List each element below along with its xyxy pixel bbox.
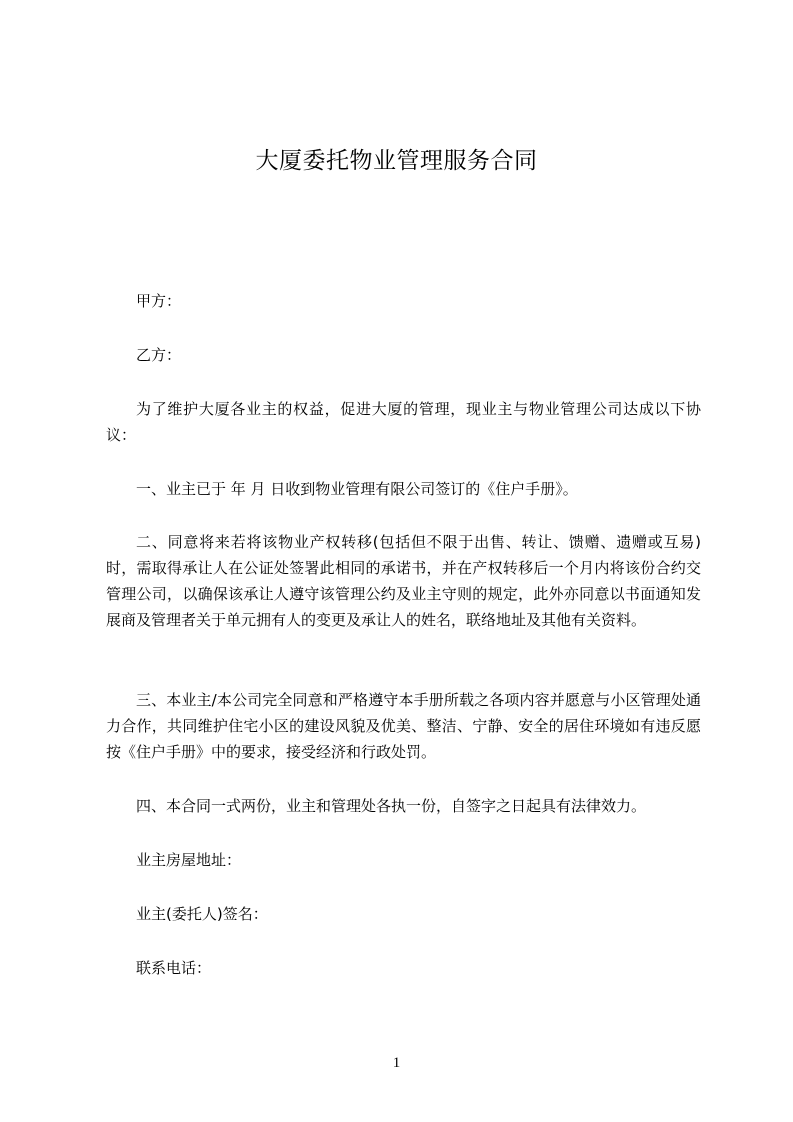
document-title: 大厦委托物业管理服务合同 xyxy=(255,148,538,174)
intro-paragraph: 为了维护大厦各业主的权益，促进大厦的管理，现业主与物业管理公司达成以下协议： xyxy=(106,400,701,444)
clause-1: 一、业主已于 年 月 日收到物业管理有限公司签订的《住户手册》。 xyxy=(136,480,578,498)
clause-4: 四、本合同一式两份，业主和管理处各执一份，自签字之日起具有法律效力。 xyxy=(136,797,647,815)
party-b-line: 乙方： xyxy=(136,346,182,364)
party-a-line: 甲方： xyxy=(136,292,182,310)
owner-address-field: 业主房屋地址： xyxy=(136,851,242,869)
contact-phone-field: 联系电话： xyxy=(136,959,212,977)
page-number: 1 xyxy=(392,1055,401,1071)
owner-signature-field: 业主(委托人)签名： xyxy=(136,905,268,923)
clause-3: 三、本业主/本公司完全同意和严格遵守本手册所载之各项内容并愿意与小区管理处通力合作，共同维护住宅小区的建设风貌及优美、整洁、宁静、安全的居住环境如有违反愿按《住户手册》中的要求，接受经济和行政处罚。 xyxy=(106,691,701,761)
clause-2: 二、同意将来若将该物业产权转移(包括但不限于出售、转让、馈赠、遗赠或互易)时，需取得承让人在公证处签署此相同的承诺书，并在产权转移后一个月内将该份合约交管理公司，以确保该承让人遵守该管理公约及业主守则的规定，此外亦同意以书面通知发展商及管理者关于单元拥有人的变更及承让人的姓名，联络地址及其他有关资料。 xyxy=(106,533,701,629)
